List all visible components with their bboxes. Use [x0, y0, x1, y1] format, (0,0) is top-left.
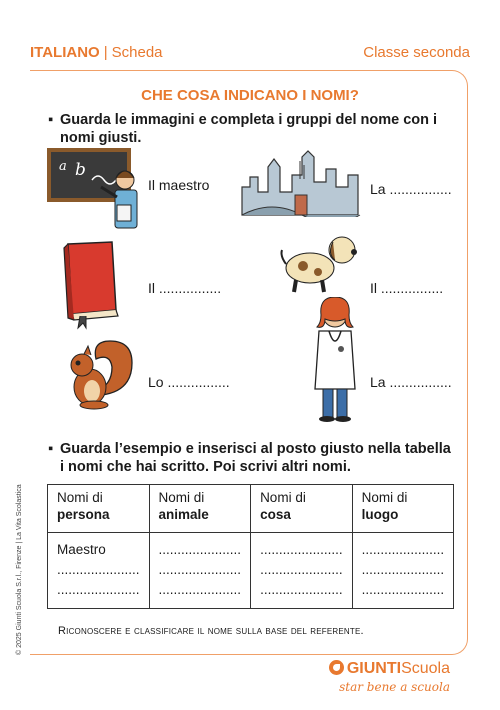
exercise2-text: Guarda l’esempio e inserisci al posto giusto nella tabella i nomi che hai scritto. Poi scrivi altri nomi. [60, 441, 451, 475]
squirrel-icon [62, 335, 142, 410]
col-category: persona [57, 507, 110, 522]
fill-dog: Il ................ [370, 280, 444, 296]
dog-icon [278, 228, 363, 296]
book-icon [60, 238, 125, 330]
fill-doctor: La ................ [370, 374, 452, 390]
page-title: CHE COSA INDICANO I NOMI? [141, 87, 359, 104]
cell-entry: ...................... [158, 582, 242, 597]
col-category: cosa [260, 507, 291, 522]
cell-entry: ...................... [260, 582, 343, 597]
col-label: Nomi di [361, 490, 408, 505]
fill-book: Il ................ [148, 280, 222, 296]
header-cosa [251, 485, 353, 533]
cell-luogo [352, 533, 454, 609]
svg-text:a: a [59, 159, 67, 174]
col-label: Nomi di [260, 490, 306, 505]
doctor-icon [305, 297, 365, 427]
publisher-logo [320, 660, 450, 696]
header-luogo [352, 485, 454, 533]
col-label: Nomi di [158, 490, 205, 505]
table-header-row [48, 485, 454, 533]
exercise2-instruction [48, 440, 458, 476]
header-separator: | [103, 44, 108, 61]
col-label: Nomi di [57, 490, 103, 505]
bullet: ▪ [48, 441, 54, 457]
cell-entry: ...................... [260, 562, 343, 577]
logo-brand-suffix: Scuola [401, 660, 450, 677]
cell-entry: ...................... [361, 562, 445, 577]
cell-entry: ...................... [158, 542, 242, 557]
giunti-g-icon [329, 660, 344, 675]
class-level: Classe seconda [363, 44, 470, 61]
cell-entry: ...................... [361, 582, 445, 597]
exercise1-text: Guarda le immagini e completa i gruppi del nome con i nomi giusti. [60, 112, 438, 146]
col-category: luogo [361, 507, 399, 522]
subject-name: ITALIANO [30, 44, 100, 61]
teacher-icon [47, 145, 147, 235]
header-persona [48, 485, 150, 533]
fill-teacher: Il maestro [148, 177, 210, 193]
bullet: ▪ [48, 112, 54, 128]
city-icon [240, 147, 365, 217]
names-table [47, 484, 454, 609]
cell-entry: ...................... [57, 562, 140, 577]
col-category: animale [158, 507, 209, 522]
cell-entry: ...................... [158, 562, 242, 577]
cell-cosa [251, 533, 353, 609]
logo-brand: GIUNTI [346, 660, 402, 677]
svg-text:b: b [75, 160, 86, 180]
learning-objective: Riconoscere e classificare il nome sulla base del referente. [58, 625, 364, 637]
fill-squirrel: Lo ................ [148, 374, 230, 390]
subject-label [30, 44, 163, 61]
header [30, 44, 470, 68]
logo-wordmark [329, 660, 450, 678]
cell-entry: ...................... [260, 542, 343, 557]
sheet-type: Scheda [111, 44, 163, 61]
table-row [48, 533, 454, 609]
cell-persona [48, 533, 150, 609]
cell-animale [149, 533, 251, 609]
header-animale [149, 485, 251, 533]
cell-entry: ...................... [57, 582, 140, 597]
fill-city: La ................ [370, 181, 452, 197]
exercise1-instruction [48, 111, 458, 147]
cell-entry: ...................... [361, 542, 445, 557]
logo-tagline: star bene a scuola [339, 680, 450, 694]
copyright-notice: © 2025 Giunti Scuola S.r.l., Firenze | La Vita Scolastica [16, 484, 23, 655]
cell-entry: Maestro [57, 542, 106, 557]
